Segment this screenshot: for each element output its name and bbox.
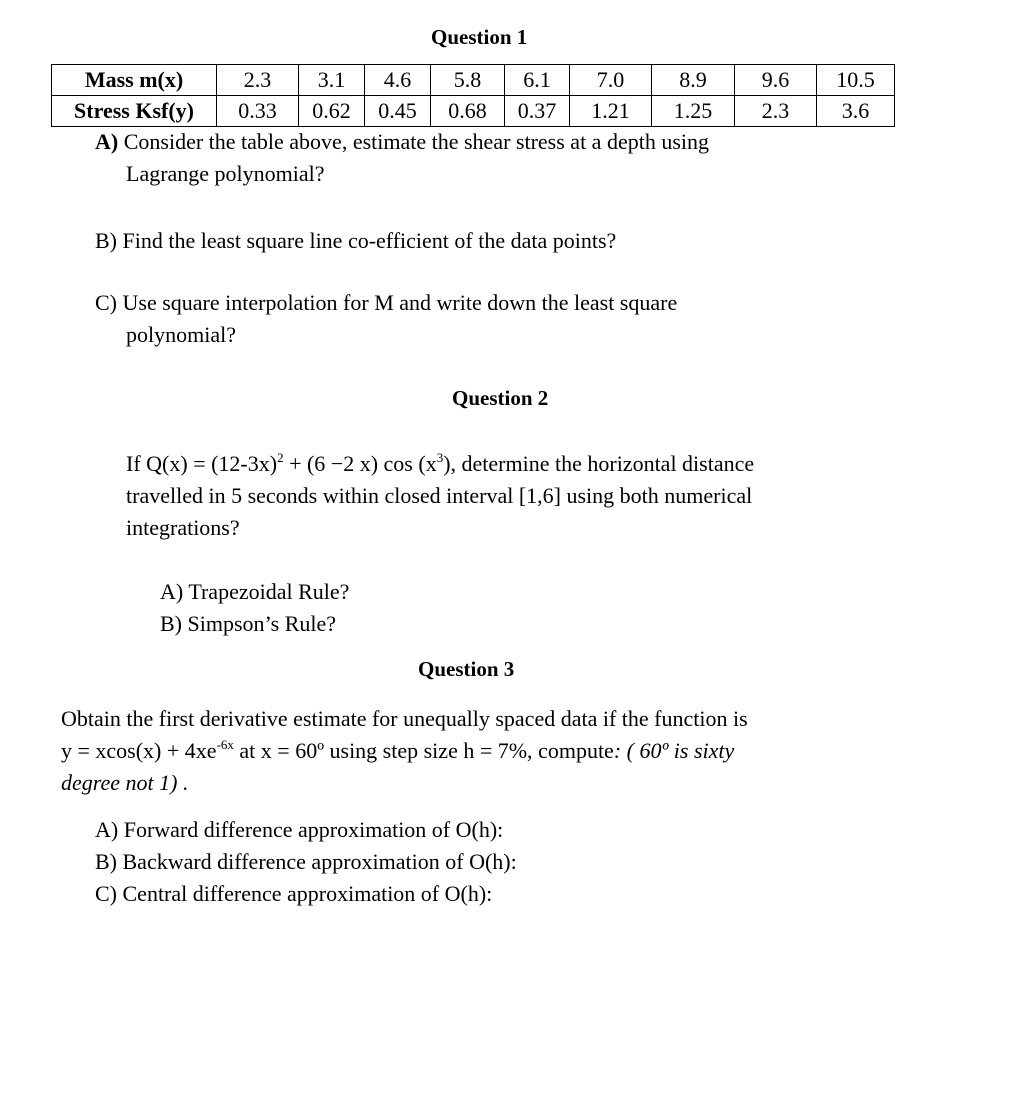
question-1a-label: A) bbox=[95, 129, 119, 154]
mass-cell: 10.5 bbox=[817, 65, 895, 96]
stress-cell: 0.33 bbox=[217, 96, 299, 127]
mass-cell: 4.6 bbox=[365, 65, 431, 96]
mass-cell: 9.6 bbox=[735, 65, 817, 96]
stress-cell: 0.62 bbox=[299, 96, 365, 127]
stress-row bbox=[52, 96, 895, 127]
stress-cell: 0.37 bbox=[505, 96, 570, 127]
mass-row bbox=[52, 65, 895, 96]
stress-cell: 2.3 bbox=[735, 96, 817, 127]
exponent: -6x bbox=[216, 737, 234, 752]
question-3b: B) Backward difference approximation of O(h): bbox=[95, 849, 517, 874]
mass-cell: 3.1 bbox=[299, 65, 365, 96]
question-1a-text: Consider the table above, estimate the shear stress at a depth using bbox=[123, 129, 709, 154]
question-2-statement bbox=[126, 448, 754, 480]
exponent: 3 bbox=[436, 450, 444, 465]
mass-cell: 5.8 bbox=[431, 65, 505, 96]
mass-cell: 6.1 bbox=[505, 65, 570, 96]
question-2-statement-line2: travelled in 5 seconds within closed interval [1,6] using both numerical bbox=[126, 483, 753, 508]
stress-row-label: Stress Ksf(y) bbox=[52, 96, 217, 127]
exponent: 2 bbox=[277, 450, 284, 465]
question-1-heading: Question 1 bbox=[431, 25, 528, 49]
mass-cell: 8.9 bbox=[652, 65, 735, 96]
question-2b: B) Simpson’s Rule? bbox=[160, 611, 337, 636]
question-2a: A) Trapezoidal Rule? bbox=[160, 579, 350, 604]
mass-cell: 7.0 bbox=[570, 65, 652, 96]
formula-part: If Q(x) = (12-3x) bbox=[126, 451, 278, 476]
question-3-heading: Question 3 bbox=[418, 657, 515, 681]
formula-part: ), determine the horizontal distance bbox=[443, 451, 755, 476]
question-1b: B) Find the least square line co-efficient of the data points? bbox=[95, 228, 617, 253]
question-3c: C) Central difference approximation of O(h): bbox=[95, 881, 493, 906]
question-1c: C) Use square interpolation for M and write down the least square bbox=[95, 290, 678, 315]
mass-stress-table bbox=[51, 64, 895, 127]
note-part: : ( 60º is sixty bbox=[613, 738, 735, 763]
question-2-heading: Question 2 bbox=[452, 386, 549, 410]
mass-row-label: Mass m(x) bbox=[52, 65, 217, 96]
formula-part: at x = 60º using step size h = 7%, compute bbox=[233, 738, 614, 763]
question-3-note: degree not 1) . bbox=[61, 770, 189, 795]
mass-cell: 2.3 bbox=[217, 65, 299, 96]
stress-cell: 1.21 bbox=[570, 96, 652, 127]
question-2-statement-line3: integrations? bbox=[126, 515, 240, 540]
question-3-statement-line2 bbox=[61, 735, 734, 767]
question-1a-continuation: Lagrange polynomial? bbox=[126, 161, 325, 186]
question-1a bbox=[95, 126, 709, 158]
stress-cell: 1.25 bbox=[652, 96, 735, 127]
question-3-statement: Obtain the first derivative estimate for unequally spaced data if the function is bbox=[61, 706, 748, 731]
formula-part: y = xcos(x) + 4xe bbox=[61, 738, 217, 763]
stress-cell: 3.6 bbox=[817, 96, 895, 127]
question-1c-continuation: polynomial? bbox=[126, 322, 236, 347]
question-3a: A) Forward difference approximation of O(h): bbox=[95, 817, 504, 842]
stress-cell: 0.45 bbox=[365, 96, 431, 127]
formula-part: + (6 −2 x) cos (x bbox=[283, 451, 437, 476]
stress-cell: 0.68 bbox=[431, 96, 505, 127]
